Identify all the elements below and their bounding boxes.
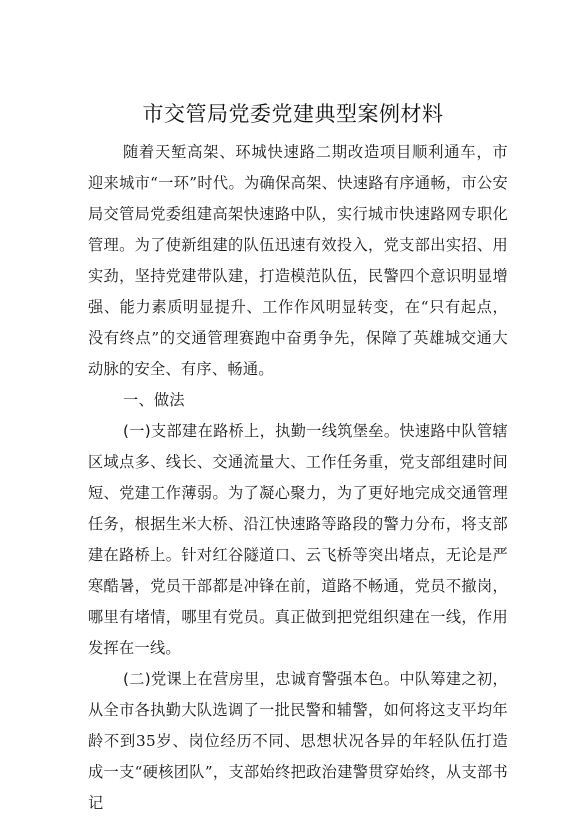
document-title: 市交管局党委党建典型案例材料 [142, 102, 444, 126]
document-body [88, 137, 508, 819]
subsection-2-paragraph [88, 664, 508, 819]
intro-paragraph: 随着天堑高架、环城快速路二期改造项目顺利通车，市迎来城市“一环”时代。为确保高架、快速路有序通畅，市公安局交管局党委组建高架快速路中队，实行城市快速路网专职化管理。为了使新组建的队伍迅速有效投入，党支部出实招、用实劲，坚持党建带队建，打造模范队伍，民警四个意识明显增强、能力素质明显提升、工作作风明显转变，在“只有起点，没有终点”的交通管理赛跑中奋勇争先，保障了英雄城交通大动脉的安全、有序、畅通。 [88, 143, 508, 378]
subsection-1-paragraph [88, 416, 508, 664]
subsection-1-lead: (一)支部建在路桥上，执勤一线筑堡垒。 [122, 422, 400, 440]
subsection-2-lead: (二)党课上在营房里，忠诚育警强本色。 [122, 670, 400, 688]
subsection-1-text: 快速路中队管辖区域点多、线长、交通流量大、工作任务重，党支部组建时间短、党建工作薄弱。为了凝心聚力，为了更好地完成交通管理任务，根据生米大桥、沿江快速路等路段的警力分布，将支部建在路桥上。针对红谷隧道口、云飞桥等突出堵点，无论是严寒酷暑，党员干部都是冲锋在前，道路不畅通，党员不撤岗，哪里有堵情，哪里有党员。真正做到把党组织建在一线，作用发挥在一线。 [88, 422, 508, 657]
subsection-2-text: 中队筹建之初，从全市各执勤大队选调了一批民警和辅警，如何将这支平均年龄不到35岁、岗位经历不同、思想状况各异的年轻队伍打造成一支“硬核团队”，支部始终把政治建警贯穿始终，从支部书记 [88, 670, 508, 812]
section-heading-methods: 一、做法 [122, 391, 185, 409]
